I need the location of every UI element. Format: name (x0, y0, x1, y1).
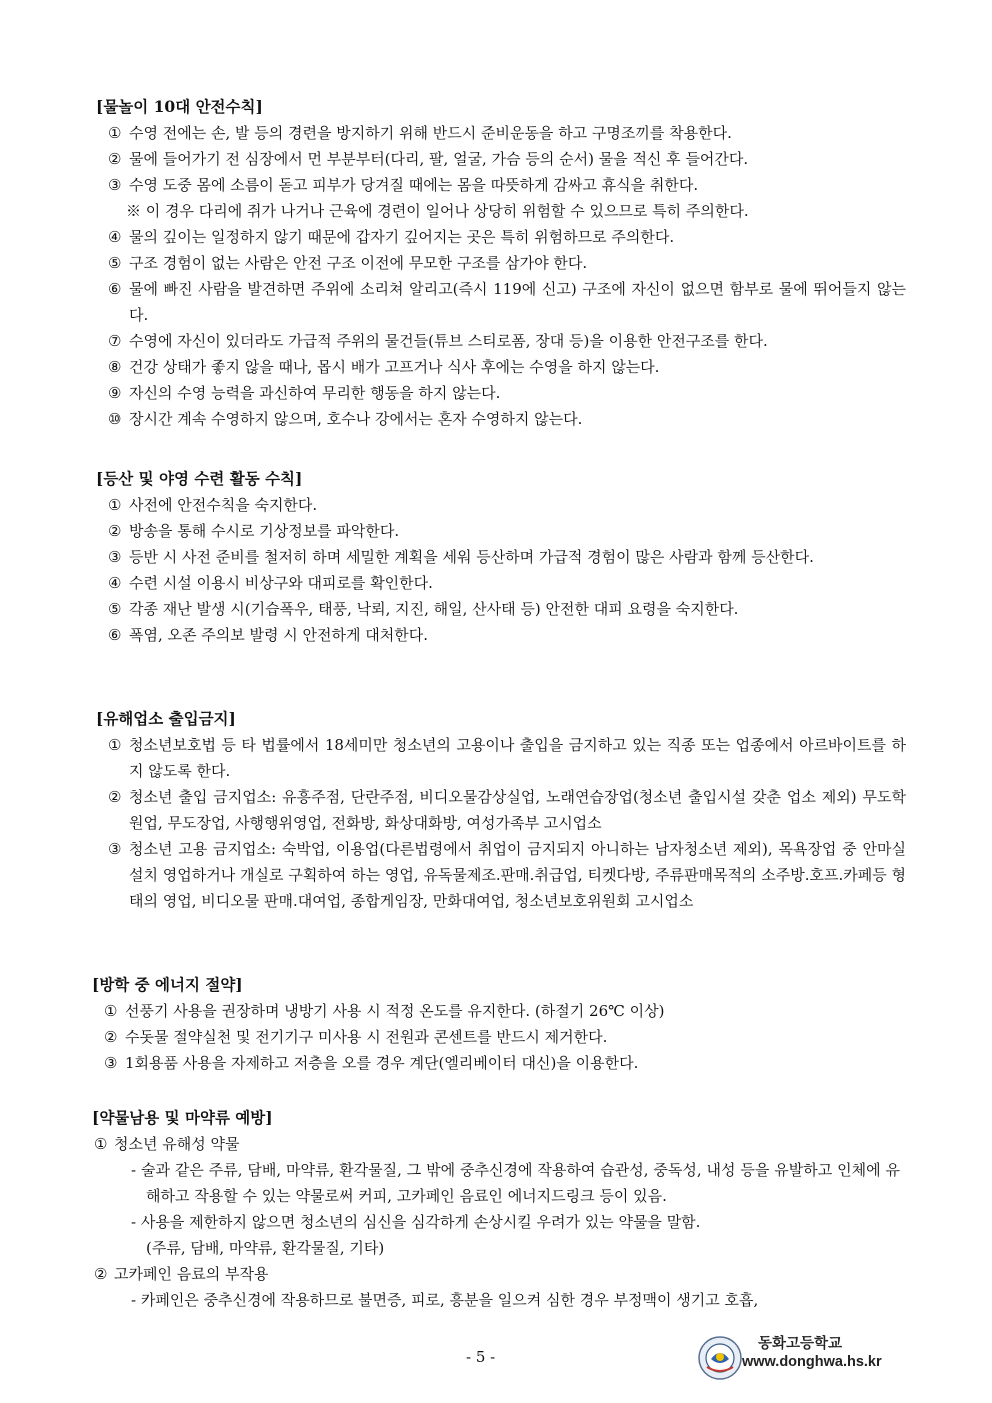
item-number: ② (108, 522, 122, 540)
list-item (96, 784, 906, 836)
school-name: 동화고등학교 (758, 1336, 843, 1352)
list-item (92, 998, 902, 1024)
list-item (96, 596, 906, 622)
item-text: 방송을 통해 수시로 기상정보를 파악한다. (129, 522, 400, 540)
section-heading: [방학 중 에너지 절약] (92, 975, 243, 994)
item-text: 청소년 유해성 약물 (114, 1135, 240, 1153)
item-text: 선풍기 사용을 권장하며 냉방기 사용 시 적정 온도를 유지한다. (하절기 26℃ 이상) (125, 1002, 665, 1020)
item-text: 수영 전에는 손, 발 등의 경련을 방지하기 위해 반드시 준비운동을 하고 구명조끼를 착용한다. (129, 124, 732, 142)
item-number: ④ (108, 228, 122, 246)
item-text: 수영에 자신이 있더라도 가급적 주위의 물건들(튜브 스티로폼, 장대 등)을 이용한 안전구조를 한다. (129, 332, 768, 350)
school-emblem-icon (697, 1335, 743, 1381)
section-water-safety (96, 94, 906, 432)
item-text: 청소년보호법 등 타 법률에서 18세미만 청소년의 고용이나 출입을 금지하고 있는 직종 또는 업종에서 아르바이트를 하지 않도록 한다. (129, 736, 906, 780)
list-item (96, 250, 906, 276)
item-text: 물에 빠진 사람을 발견하면 주위에 소리쳐 알리고(즉시 119에 신고) 구조에 자신이 없으면 함부로 물에 뛰어들지 않는다. (129, 280, 906, 324)
item-text: 물의 깊이는 일정하지 않기 때문에 갑자기 깊어지는 곳은 특히 위험하므로 주의한다. (129, 228, 675, 246)
list-item (96, 732, 906, 784)
item-text: 1회용품 사용을 자제하고 저층을 오를 경우 계단(엘리베이터 대신)을 이용한다. (125, 1054, 639, 1072)
section-heading: [유해업소 출입금지] (96, 709, 236, 728)
sub-heading (92, 1261, 900, 1287)
dash-item (92, 1209, 900, 1235)
item-number: ① (108, 124, 122, 142)
list-item (96, 406, 906, 432)
item-number: ⑦ (108, 332, 122, 350)
list-item (96, 380, 906, 406)
list-item (96, 276, 906, 328)
item-number: ② (104, 1028, 118, 1046)
item-number: ⑩ (108, 410, 122, 428)
item-number: ⑥ (108, 626, 122, 644)
item-text: 사전에 안전수칙을 숙지한다. (129, 496, 318, 514)
list-item (96, 836, 906, 914)
item-number: ③ (108, 176, 122, 194)
section-drug-prevention (92, 1105, 900, 1313)
item-number: ⑥ (108, 280, 122, 298)
list-item (96, 172, 906, 198)
list-item (92, 1050, 902, 1076)
dash-item (92, 1287, 900, 1313)
item-text: 자신의 수영 능력을 과신하여 무리한 행동을 하지 않는다. (129, 384, 501, 402)
sub-heading (92, 1131, 900, 1157)
list-item (96, 492, 906, 518)
dash-item (92, 1157, 900, 1209)
item-text: 수영 도중 몸에 소름이 돋고 피부가 당겨질 때에는 몸을 따뜻하게 감싸고 휴식을 취한다. (129, 176, 699, 194)
list-item (96, 622, 906, 648)
item-text: 수돗물 절약실천 및 전기기구 미사용 시 전원과 콘센트를 반드시 제거한다. (125, 1028, 608, 1046)
section-heading: [등산 및 야영 수련 활동 수칙] (96, 469, 303, 488)
school-url: www.donghwa.hs.kr (742, 1354, 882, 1370)
list-item (96, 120, 906, 146)
section-hiking-camping (96, 466, 906, 648)
list-item (96, 224, 906, 250)
item-number: ⑧ (108, 358, 122, 376)
item-text: 각종 재난 발생 시(기습폭우, 태풍, 낙뢰, 지진, 해일, 산사태 등) 안전한 대피 요령을 숙지한다. (129, 600, 739, 618)
list-item (92, 1024, 902, 1050)
item-number: ⑨ (108, 384, 122, 402)
section-heading: [물놀이 10대 안전수칙] (96, 97, 263, 116)
item-text: - 술과 같은 주류, 담배, 마약류, 환각물질, 그 밖에 중추신경에 작용하여 습관성, 중독성, 내성 등을 유발하고 인체에 유해하고 작용할 수 있는 약물로써 커피, 고카페인 음료인 에너지드링크 등이 있음. (131, 1161, 900, 1205)
item-text: 구조 경험이 없는 사람은 안전 구조 이전에 무모한 구조를 삼가야 한다. (129, 254, 588, 272)
item-number: ③ (108, 548, 122, 566)
item-number: ① (104, 1002, 118, 1020)
item-text: 고카페인 음료의 부작용 (114, 1265, 269, 1283)
item-text: - 사용을 제한하지 않으면 청소년의 심신을 심각하게 손상시킬 우려가 있는 약물을 말함. (131, 1213, 701, 1231)
list-item (96, 570, 906, 596)
item-number: ① (94, 1135, 108, 1153)
item-text: 등반 시 사전 준비를 철저히 하며 세밀한 계획을 세워 등산하며 가급적 경험이 많은 사람과 함께 등산한다. (129, 548, 814, 566)
item-text: - 카페인은 중추신경에 작용하므로 불면증, 피로, 흥분을 일으켜 심한 경우 부정맥이 생기고 호흡, (131, 1291, 759, 1309)
item-number: ③ (108, 840, 122, 858)
item-text: 청소년 고용 금지업소: 숙박업, 이용업(다른법령에서 취업이 금지되지 아니하는 남자청소년 제외), 목욕장업 중 안마실 설치 영업하거나 개실로 구획하여 하는 영업, 유독물제조.판매.취급업, 티켓다방, 주류판매목적의 소주방.호프.카페등 형태의 영업, 비디오물 판매.대여업, 종합게임장, 만화대여업, 청소년보호위원회 고시업소 (129, 840, 906, 910)
list-item (96, 354, 906, 380)
item-text: 장시간 계속 수영하지 않으며, 호수나 강에서는 혼자 수영하지 않는다. (129, 410, 583, 428)
note-text: ※ 이 경우 다리에 쥐가 나거나 근육에 경련이 일어나 상당히 위험할 수 있으므로 특히 주의한다. (126, 202, 749, 220)
item-number: ② (108, 788, 122, 806)
section-energy-saving (92, 972, 902, 1076)
list-item (96, 146, 906, 172)
item-number: ① (108, 736, 122, 754)
item-number: ⑤ (108, 600, 122, 618)
continuation-text: (주류, 담배, 마약류, 환각물질, 기타) (146, 1239, 385, 1257)
item-text: 물에 들어가기 전 심장에서 먼 부분부터(다리, 팔, 얼굴, 가슴 등의 순서) 물을 적신 후 들어간다. (129, 150, 749, 168)
item-text: 청소년 출입 금지업소: 유흥주점, 단란주점, 비디오물감상실업, 노래연습장업(청소년 출입시설 갖춘 업소 제외) 무도학원업, 무도장업, 사행행위영업, 전화방, 화상대화방, 여성가족부 고시업소 (129, 788, 906, 832)
item-text: 수련 시설 이용시 비상구와 대피로를 확인한다. (129, 574, 433, 592)
section-harmful-venues (96, 706, 906, 914)
item-text: 폭염, 오존 주의보 발령 시 안전하게 대처한다. (129, 626, 428, 644)
item-number: ① (108, 496, 122, 514)
item-text: 건강 상태가 좋지 않을 때나, 몹시 배가 고프거나 식사 후에는 수영을 하지 않는다. (129, 358, 660, 376)
item-number: ② (94, 1265, 108, 1283)
item-number: ③ (104, 1054, 118, 1072)
item-number: ④ (108, 574, 122, 592)
item-number: ⑤ (108, 254, 122, 272)
list-item (96, 328, 906, 354)
list-item (96, 518, 906, 544)
section-heading: [약물남용 및 마약류 예방] (92, 1108, 273, 1127)
page-number: - 5 - (466, 1348, 496, 1366)
item-number: ② (108, 150, 122, 168)
list-item (96, 544, 906, 570)
